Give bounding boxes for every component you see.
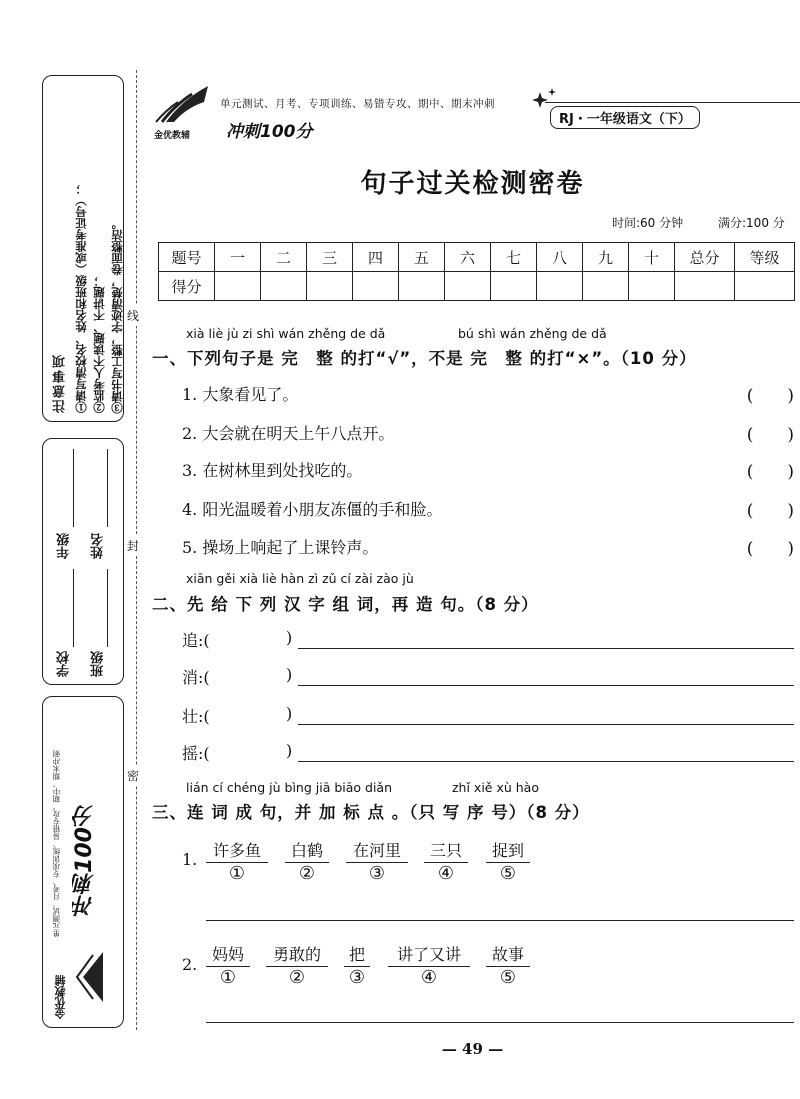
q1-number: 1.	[182, 850, 198, 869]
word-number: ④	[420, 967, 438, 988]
section2-item	[182, 665, 794, 689]
word-card	[388, 942, 470, 989]
word-text: 讲了又讲	[388, 942, 470, 967]
section1-item	[182, 382, 794, 405]
score-header-cell: 一	[215, 243, 261, 272]
header-slogan: 单元测试、月考、专项训练、易错专攻、期中、期末冲刺	[220, 98, 495, 110]
header	[150, 80, 800, 140]
word-number: ⑤	[499, 863, 517, 884]
fold-char-line: 线	[127, 305, 139, 326]
word-text: 白鹤	[285, 838, 329, 863]
school-label: 学校	[57, 651, 72, 677]
score-header-cell: 总分	[675, 243, 735, 272]
time-limit: 时间:60 分钟	[612, 216, 684, 230]
word-number: ②	[298, 863, 316, 884]
paren-close: )	[286, 741, 293, 760]
section3-pinyin-b: zhǐ xiě xù hào	[452, 780, 539, 795]
section2-item	[182, 741, 794, 765]
answer-parentheses[interactable]: ( )	[746, 462, 794, 482]
char-label: 追:(	[182, 631, 210, 650]
char-label: 摇:(	[182, 744, 210, 763]
score-table-header-row	[159, 243, 795, 272]
answer-parentheses[interactable]: ( )	[746, 425, 794, 445]
score-header-cell: 题号	[159, 243, 215, 272]
name-field[interactable]	[89, 449, 109, 559]
note-3: ③请书写工整，字迹清楚，卷面整洁。	[110, 217, 124, 413]
note-1: ①请写清校名、姓名和班级（或准考证号）；	[74, 183, 88, 413]
sidebar-publisher: 金优教辅	[54, 975, 67, 1019]
sentence-text: 3. 在树林里到处找吃的。	[182, 461, 363, 480]
sentence-line[interactable]	[298, 761, 794, 762]
word-text: 捉到	[486, 838, 530, 863]
answer-parentheses[interactable]: ( )	[746, 501, 794, 521]
section1-heading: 一、下列句子是 完 整 的打“√”，不是 完 整 的打“×”。（10 分）	[152, 349, 697, 368]
word-number: ①	[219, 967, 237, 988]
word-number: ⑤	[499, 967, 517, 988]
word-card	[486, 942, 530, 989]
grade-subject-tag: RJ・一年级语文（下）	[550, 106, 700, 129]
full-score: 满分:100 分	[718, 216, 785, 230]
header-publisher: 金优教辅	[154, 131, 191, 141]
word-card	[346, 838, 408, 885]
score-header-cell: 三	[307, 243, 353, 272]
q1-answer-line[interactable]	[206, 920, 794, 921]
notes-box	[42, 75, 124, 422]
sentence-text: 4. 阳光温暖着小朋友冻僵的手和脸。	[182, 500, 443, 519]
section2-heading: 二、先 给 下 列 汉 字 组 词，再 造 句。（8 分）	[152, 595, 539, 614]
sentence-text: 2. 大会就在明天上午八点开。	[182, 424, 395, 443]
char-label: 壮:(	[182, 707, 210, 726]
score-cell[interactable]	[353, 272, 399, 301]
note-2: ②监考人不读题、不讲题；	[92, 275, 106, 413]
score-header-cell: 十	[629, 243, 675, 272]
answer-parentheses[interactable]: ( )	[746, 386, 794, 406]
word-card	[344, 942, 370, 989]
q2-answer-line[interactable]	[206, 1022, 794, 1023]
word-card	[285, 838, 329, 885]
word-card	[266, 942, 328, 989]
section3-pinyin-a: lián cí chéng jù bìng jiā biāo diǎn	[186, 780, 392, 795]
word-text: 三只	[424, 838, 468, 863]
sentence-text: 1. 大象看见了。	[182, 385, 299, 404]
word-blank[interactable]	[220, 704, 284, 726]
score-header-cell: 七	[491, 243, 537, 272]
score-cell[interactable]	[307, 272, 353, 301]
sidebar-book-logo-icon	[73, 947, 113, 1007]
score-header-cell: 五	[399, 243, 445, 272]
school-field[interactable]	[55, 569, 75, 677]
score-cell[interactable]	[261, 272, 307, 301]
word-blank[interactable]	[220, 628, 284, 650]
score-table-score-row	[159, 272, 795, 301]
word-text: 把	[344, 942, 370, 967]
section1-item	[182, 421, 794, 444]
section1-item	[182, 458, 794, 481]
word-card	[206, 838, 268, 885]
sidebar-brand-name: 冲刺100分	[72, 805, 97, 917]
sentence-line[interactable]	[298, 648, 794, 649]
score-header-cell: 四	[353, 243, 399, 272]
score-row-label: 得分	[159, 272, 215, 301]
score-cell[interactable]	[491, 272, 537, 301]
q2-number: 2.	[182, 955, 198, 974]
paren-close: )	[286, 665, 293, 684]
word-text: 妈妈	[206, 942, 250, 967]
section3-heading: 三、连 词 成 句，并 加 标 点 。（只 写 序 号）（8 分）	[152, 803, 590, 822]
score-cell[interactable]	[537, 272, 583, 301]
name-label: 姓名	[91, 533, 106, 559]
word-text: 许多鱼	[206, 838, 268, 863]
section1-pinyin-b: bú shì wán zhěng de dǎ	[458, 326, 607, 341]
page-number: — 49 —	[441, 1040, 504, 1058]
score-header-cell: 八	[537, 243, 583, 272]
section2-pinyin: xiān gěi xià liè hàn zì zǔ cí zài zào jù	[186, 571, 414, 586]
score-cell[interactable]	[675, 272, 735, 301]
word-text: 故事	[486, 942, 530, 967]
char-label: 消:(	[182, 668, 210, 687]
section1-pinyin-a: xià liè jù zi shì wán zhěng de dǎ	[186, 326, 386, 341]
score-table	[158, 242, 795, 301]
sentence-line[interactable]	[298, 685, 794, 686]
word-number: ③	[348, 967, 366, 988]
score-header-cell: 九	[583, 243, 629, 272]
word-blank[interactable]	[220, 741, 284, 763]
score-header-cell: 二	[261, 243, 307, 272]
word-card	[206, 942, 250, 989]
score-cell[interactable]	[583, 272, 629, 301]
word-number: ④	[437, 863, 455, 884]
section2-item	[182, 628, 794, 652]
grade-label: 年级	[57, 533, 72, 559]
word-number: ③	[368, 863, 386, 884]
score-cell[interactable]	[735, 272, 795, 301]
fold-char-secret: 密	[127, 765, 139, 786]
paren-close: )	[286, 628, 293, 647]
score-cell[interactable]	[445, 272, 491, 301]
section1-item	[182, 497, 794, 520]
word-card	[424, 838, 468, 885]
class-field[interactable]	[89, 569, 109, 677]
sidebar-brand-box	[42, 696, 124, 1028]
student-info-box	[42, 438, 124, 685]
score-cell[interactable]	[399, 272, 445, 301]
sidebar-brand-slogan: 单元测试、月考、专项训练、易错专攻、期中、期末冲刺	[52, 749, 61, 937]
sentence-line[interactable]	[298, 724, 794, 725]
score-header-cell: 六	[445, 243, 491, 272]
section2-item	[182, 704, 794, 728]
score-cell[interactable]	[215, 272, 261, 301]
notes-label: 注意事项	[53, 353, 68, 413]
sentence-text: 5. 操场上响起了上课铃声。	[182, 538, 379, 557]
word-number: ②	[288, 967, 306, 988]
grade-field[interactable]	[55, 449, 75, 559]
answer-parentheses[interactable]: ( )	[746, 539, 794, 559]
word-text: 勇敢的	[266, 942, 328, 967]
page-title: 句子过关检测密卷	[360, 169, 585, 199]
word-number: ①	[228, 863, 246, 884]
word-text: 在河里	[346, 838, 408, 863]
header-brand-name: 冲刺100分	[226, 122, 313, 142]
word-blank[interactable]	[220, 665, 284, 687]
score-cell[interactable]	[629, 272, 675, 301]
paren-close: )	[286, 704, 293, 723]
fold-char-seal: 封	[127, 535, 139, 556]
book-logo-icon	[152, 82, 216, 126]
class-label: 班级	[91, 651, 106, 677]
score-header-cell: 等级	[735, 243, 795, 272]
section1-item	[182, 535, 794, 558]
word-card	[486, 838, 530, 885]
